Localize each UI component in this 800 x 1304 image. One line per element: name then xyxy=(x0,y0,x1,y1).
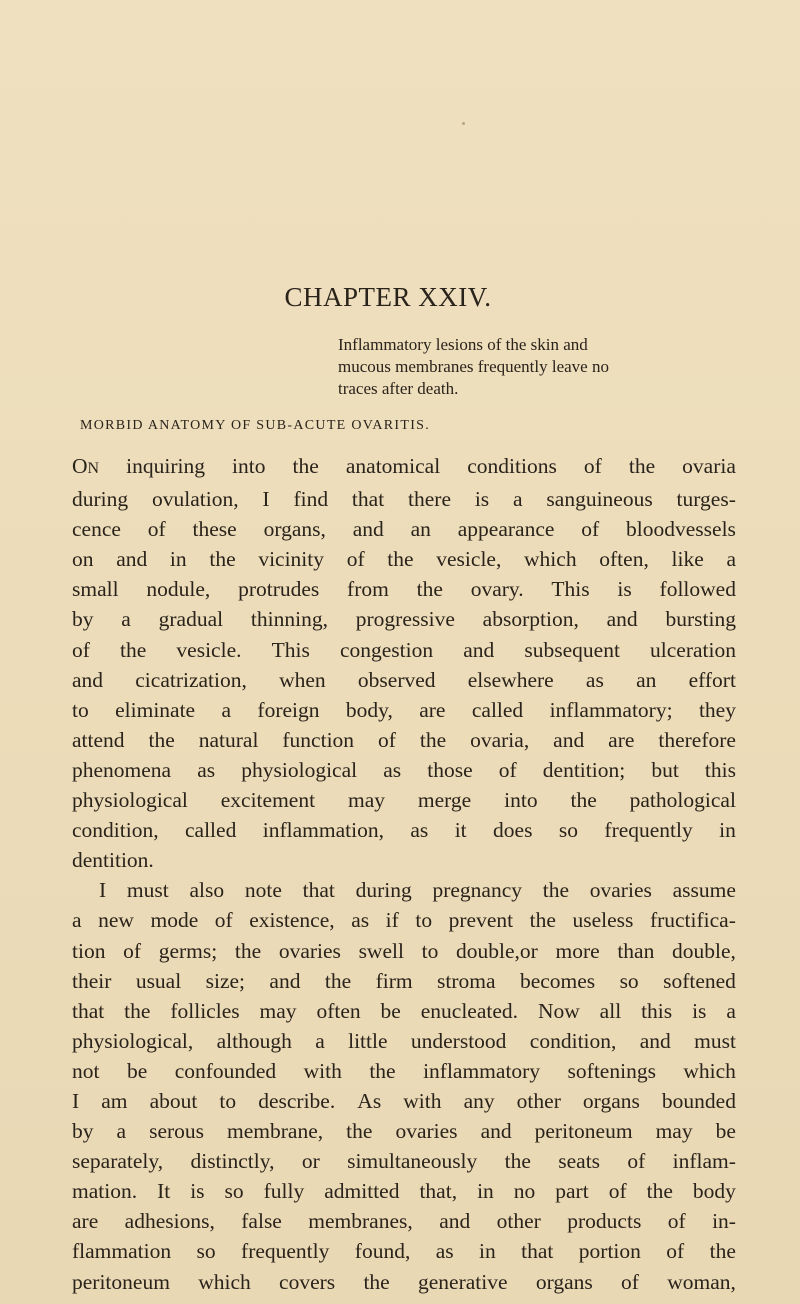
word: may xyxy=(259,998,297,1023)
body-line xyxy=(72,785,736,815)
word: prevent xyxy=(448,908,514,933)
body-line xyxy=(72,1026,736,1056)
word: that xyxy=(302,878,335,903)
word: natural xyxy=(198,727,259,752)
word: that xyxy=(521,1239,554,1264)
word: the xyxy=(542,878,570,903)
word: to xyxy=(219,1088,237,1113)
word: inflammatory; xyxy=(549,697,673,722)
body-line xyxy=(72,604,736,634)
body-line xyxy=(72,875,736,905)
word: be xyxy=(126,1058,148,1083)
word: sanguineous xyxy=(546,487,653,512)
word: protrudes xyxy=(238,577,320,602)
word: they xyxy=(698,697,736,722)
word: by xyxy=(72,1119,94,1144)
word: appearance xyxy=(457,517,555,542)
word: ovaries xyxy=(395,1119,458,1144)
word: when xyxy=(279,667,326,692)
body-line xyxy=(72,695,736,725)
word: physiological, xyxy=(72,1028,194,1053)
body-line xyxy=(72,514,736,544)
word: and xyxy=(639,1028,671,1053)
word: find xyxy=(293,487,329,512)
body-line xyxy=(72,905,736,935)
word: may xyxy=(347,788,385,813)
body-line xyxy=(72,936,736,966)
word: membranes, xyxy=(308,1209,413,1234)
word: so xyxy=(619,968,639,993)
word: a xyxy=(513,487,523,512)
word: frequently xyxy=(241,1239,330,1264)
word: in xyxy=(169,547,187,572)
section-heading: MORBID ANATOMY OF SUB-ACUTE OVARITIS. xyxy=(80,418,431,433)
word: adhesions, xyxy=(124,1209,215,1234)
word: during xyxy=(355,878,412,903)
word: no xyxy=(513,1179,536,1204)
word: This xyxy=(551,577,590,602)
word: double,or xyxy=(456,938,538,963)
word: ovaries xyxy=(278,938,341,963)
word: fully xyxy=(263,1179,305,1204)
word: in xyxy=(479,1239,496,1264)
word: ulceration xyxy=(650,637,736,662)
word: gradual xyxy=(158,607,224,632)
word: and xyxy=(606,607,638,632)
word: vicinity xyxy=(258,547,324,572)
word: firm xyxy=(375,968,413,993)
word: ovary. xyxy=(470,577,524,602)
word: a xyxy=(72,908,82,933)
word: into xyxy=(504,788,538,813)
word: false xyxy=(241,1209,282,1234)
chapter-title xyxy=(0,281,800,313)
body-line xyxy=(72,815,736,845)
word: bounded xyxy=(661,1088,736,1113)
word: with xyxy=(403,1088,442,1113)
word: stroma xyxy=(437,968,496,993)
word: is xyxy=(692,998,707,1023)
word: the xyxy=(346,1119,373,1144)
body-line xyxy=(72,635,736,665)
word: that xyxy=(72,998,105,1023)
summary-line: mucous membranes frequently leave no xyxy=(338,357,609,376)
word: vesicle. xyxy=(176,637,242,662)
word: admitted xyxy=(324,1179,400,1204)
word: as xyxy=(197,757,216,782)
word: so xyxy=(224,1179,244,1204)
word: understood xyxy=(410,1028,507,1053)
word: and xyxy=(72,667,104,692)
word: is xyxy=(474,487,490,512)
body-line xyxy=(72,755,736,785)
word: flammation xyxy=(72,1239,172,1264)
word: peritoneum xyxy=(534,1119,633,1144)
word: dentition. xyxy=(72,848,154,873)
word: during xyxy=(72,487,129,512)
body-line xyxy=(72,1176,736,1206)
word: in xyxy=(719,818,736,843)
word: elsewhere xyxy=(467,667,554,692)
word: inflam- xyxy=(672,1149,736,1174)
body-line xyxy=(72,1056,736,1086)
word: must xyxy=(126,878,169,903)
word: in- xyxy=(712,1209,736,1234)
word: in xyxy=(477,1179,494,1204)
word: of xyxy=(123,938,142,963)
word: the xyxy=(124,998,151,1023)
word: bloodvessels xyxy=(626,517,736,542)
word: generative xyxy=(418,1269,508,1294)
word: becomes xyxy=(519,968,596,993)
word: dentition; xyxy=(542,757,626,782)
word: also xyxy=(189,878,225,903)
word: mation. xyxy=(72,1179,138,1204)
word: that, xyxy=(419,1179,458,1204)
word: an xyxy=(636,667,657,692)
word: effort xyxy=(688,667,736,692)
word: ovaria, xyxy=(470,727,530,752)
word: be xyxy=(715,1119,736,1144)
word: note xyxy=(244,878,282,903)
word: the xyxy=(709,1239,736,1264)
word: woman, xyxy=(667,1269,736,1294)
word: ON xyxy=(72,454,100,478)
word: of xyxy=(214,908,233,933)
word: useless xyxy=(572,908,634,933)
word: swell xyxy=(358,938,404,963)
word: the xyxy=(148,727,175,752)
word: is xyxy=(617,577,632,602)
word: enucleated. xyxy=(420,998,519,1023)
word: as xyxy=(410,818,429,843)
word: conditions xyxy=(467,454,557,478)
word: and xyxy=(439,1209,471,1234)
word: and xyxy=(352,517,384,542)
word: about xyxy=(149,1088,198,1113)
word: of xyxy=(608,1179,627,1204)
word: which xyxy=(524,547,577,572)
word: separately, xyxy=(72,1149,164,1174)
word: It xyxy=(157,1179,171,1204)
word: and xyxy=(553,727,585,752)
word: body xyxy=(692,1179,736,1204)
word: those xyxy=(427,757,473,782)
word: of xyxy=(667,1209,686,1234)
word: if xyxy=(385,908,399,933)
word: the xyxy=(234,938,262,963)
summary-line: Inflammatory lesions of the skin and xyxy=(338,335,588,354)
word: vesicle, xyxy=(436,547,502,572)
word: a xyxy=(315,1028,325,1053)
word: organs, xyxy=(263,517,326,542)
word: assume xyxy=(672,878,736,903)
word: merge xyxy=(417,788,472,813)
word: the xyxy=(416,577,443,602)
word: attend xyxy=(72,727,125,752)
word: found, xyxy=(354,1239,411,1264)
word: organs xyxy=(535,1269,593,1294)
word: as xyxy=(383,757,402,782)
word: a xyxy=(726,547,736,572)
word: the xyxy=(628,454,656,478)
word: any xyxy=(463,1088,495,1113)
word: eliminate xyxy=(115,697,196,722)
word: covers xyxy=(279,1269,336,1294)
word: like xyxy=(671,547,704,572)
word: I xyxy=(72,1088,80,1113)
word: that xyxy=(351,487,385,512)
word: Now xyxy=(537,998,580,1023)
word: usual xyxy=(135,968,182,993)
word: often, xyxy=(599,547,649,572)
body-line xyxy=(72,544,736,574)
word: confounded xyxy=(174,1058,277,1083)
body-line xyxy=(72,1267,736,1297)
word: mode xyxy=(150,908,199,933)
word: function xyxy=(282,727,355,752)
word: so xyxy=(196,1239,216,1264)
word: often xyxy=(316,998,361,1023)
word: as xyxy=(585,667,604,692)
word: with xyxy=(303,1058,342,1083)
word: condition, xyxy=(72,818,159,843)
body-line xyxy=(72,451,736,484)
word: distinctly, xyxy=(190,1149,275,1174)
word: of xyxy=(378,727,396,752)
summary-line: traces after death. xyxy=(338,379,459,398)
word: thinning, xyxy=(250,607,328,632)
word: cicatrization, xyxy=(135,667,247,692)
word: anatomical xyxy=(345,454,441,478)
word: may xyxy=(655,1119,693,1144)
word: be xyxy=(380,998,401,1023)
word: the xyxy=(419,727,447,752)
word: the xyxy=(120,637,147,662)
word: a xyxy=(726,998,736,1023)
body-line xyxy=(72,725,736,755)
word: of xyxy=(666,1239,685,1264)
word: describe. xyxy=(258,1088,336,1113)
word: congestion xyxy=(339,637,434,662)
word: subsequent xyxy=(524,637,620,662)
word: the xyxy=(646,1179,673,1204)
word: progressive xyxy=(355,607,455,632)
word: fructifica- xyxy=(649,908,736,933)
word: must xyxy=(694,1028,736,1053)
word: and xyxy=(463,637,495,662)
word: part xyxy=(555,1179,589,1204)
word: of xyxy=(621,1269,639,1294)
word: of xyxy=(147,517,166,542)
body-line xyxy=(72,1116,736,1146)
body-line xyxy=(72,1206,736,1236)
word: so xyxy=(558,818,578,843)
word: the xyxy=(369,1058,396,1083)
body-line xyxy=(72,665,736,695)
chapter-title-text: CHAPTER XXIV. xyxy=(284,282,492,312)
word: from xyxy=(347,577,389,602)
word: I xyxy=(99,878,107,903)
word: inflammation, xyxy=(262,818,384,843)
word: this xyxy=(641,998,673,1023)
word: there xyxy=(408,487,451,512)
word: of xyxy=(627,1149,646,1174)
word: body, xyxy=(345,697,393,722)
word: This xyxy=(271,637,310,662)
word: simultaneously xyxy=(347,1149,478,1174)
word: on xyxy=(72,547,94,572)
word: pathological xyxy=(629,788,736,813)
word: size; xyxy=(205,968,246,993)
word: called xyxy=(471,697,524,722)
word: into xyxy=(232,454,266,478)
word: observed xyxy=(357,667,436,692)
word: more xyxy=(555,938,600,963)
word: of xyxy=(498,757,517,782)
word: ovaries xyxy=(589,878,652,903)
word: frequently xyxy=(604,818,693,843)
word: new xyxy=(98,908,134,933)
word: a xyxy=(116,1119,127,1144)
word: are xyxy=(608,727,635,752)
word: other xyxy=(496,1209,541,1234)
word: the xyxy=(504,1149,531,1174)
word: not xyxy=(72,1058,100,1083)
body-line xyxy=(72,996,736,1026)
word: which xyxy=(198,1269,251,1294)
word: of xyxy=(583,454,602,478)
word: seats xyxy=(558,1149,601,1174)
word: products xyxy=(567,1209,642,1234)
word: nodule, xyxy=(146,577,211,602)
word: softened xyxy=(663,968,736,993)
word: this xyxy=(704,757,736,782)
word: double, xyxy=(672,938,736,963)
word: am xyxy=(101,1088,128,1113)
word: although xyxy=(216,1028,292,1053)
word: germs; xyxy=(158,938,218,963)
word: the xyxy=(529,908,556,933)
word: called xyxy=(185,818,237,843)
word: of xyxy=(72,637,90,662)
word: turges- xyxy=(676,487,736,512)
word: it xyxy=(454,818,467,843)
word: As xyxy=(357,1088,382,1113)
word: or xyxy=(301,1149,320,1174)
word: pregnancy xyxy=(432,878,523,903)
word: is xyxy=(190,1179,205,1204)
word: which xyxy=(683,1058,736,1083)
word: the xyxy=(363,1269,390,1294)
word: other xyxy=(516,1088,561,1113)
word: cence xyxy=(72,517,121,542)
word: and xyxy=(116,547,148,572)
word: therefore xyxy=(658,727,736,752)
word: existence, xyxy=(249,908,335,933)
word: but xyxy=(651,757,679,782)
word: I xyxy=(262,487,270,512)
word: as xyxy=(435,1239,454,1264)
word: than xyxy=(617,938,655,963)
word: ovulation, xyxy=(151,487,239,512)
word: physiological xyxy=(241,757,358,782)
chapter-summary xyxy=(338,334,648,400)
word: peritoneum xyxy=(72,1269,170,1294)
word: foreign xyxy=(257,697,320,722)
word: bursting xyxy=(665,607,736,632)
word: a xyxy=(121,607,131,632)
word: the xyxy=(209,547,236,572)
word: and xyxy=(480,1119,512,1144)
word: membrane, xyxy=(227,1119,324,1144)
word: inquiring xyxy=(126,454,205,478)
word: to xyxy=(415,908,433,933)
word: the xyxy=(324,968,352,993)
word: an xyxy=(410,517,431,542)
word: little xyxy=(348,1028,388,1053)
word: of xyxy=(581,517,600,542)
word: inflammatory xyxy=(423,1058,541,1083)
word: softenings xyxy=(567,1058,656,1083)
word: physiological xyxy=(72,788,188,813)
word: the xyxy=(387,547,414,572)
word: the xyxy=(292,454,319,478)
word: are xyxy=(72,1209,99,1234)
body-text xyxy=(72,451,736,1297)
word: serous xyxy=(149,1119,205,1144)
word: by xyxy=(72,607,94,632)
word: all xyxy=(599,998,622,1023)
word: followed xyxy=(659,577,736,602)
word: absorption, xyxy=(482,607,579,632)
body-line xyxy=(72,1236,736,1266)
word: ovaria xyxy=(682,454,736,478)
word: does xyxy=(493,818,533,843)
word: are xyxy=(419,697,446,722)
body-line xyxy=(72,845,736,875)
word: their xyxy=(72,968,112,993)
word: of xyxy=(346,547,365,572)
word: as xyxy=(351,908,370,933)
body-line xyxy=(72,574,736,604)
word: tion xyxy=(72,938,106,963)
word: these xyxy=(192,517,237,542)
word: to xyxy=(421,938,439,963)
word: organs xyxy=(582,1088,640,1113)
word: and xyxy=(269,968,301,993)
body-line xyxy=(72,1146,736,1176)
word: a xyxy=(221,697,232,722)
word: follicles xyxy=(170,998,240,1023)
word: portion xyxy=(578,1239,641,1264)
word: condition, xyxy=(529,1028,617,1053)
body-line xyxy=(72,484,736,514)
body-line xyxy=(72,966,736,996)
word: the xyxy=(570,788,597,813)
word: phenomena xyxy=(72,757,172,782)
word: small xyxy=(72,577,119,602)
paper-speck xyxy=(462,122,465,125)
word: to xyxy=(72,697,89,722)
word: excitement xyxy=(220,788,316,813)
body-line xyxy=(72,1086,736,1116)
